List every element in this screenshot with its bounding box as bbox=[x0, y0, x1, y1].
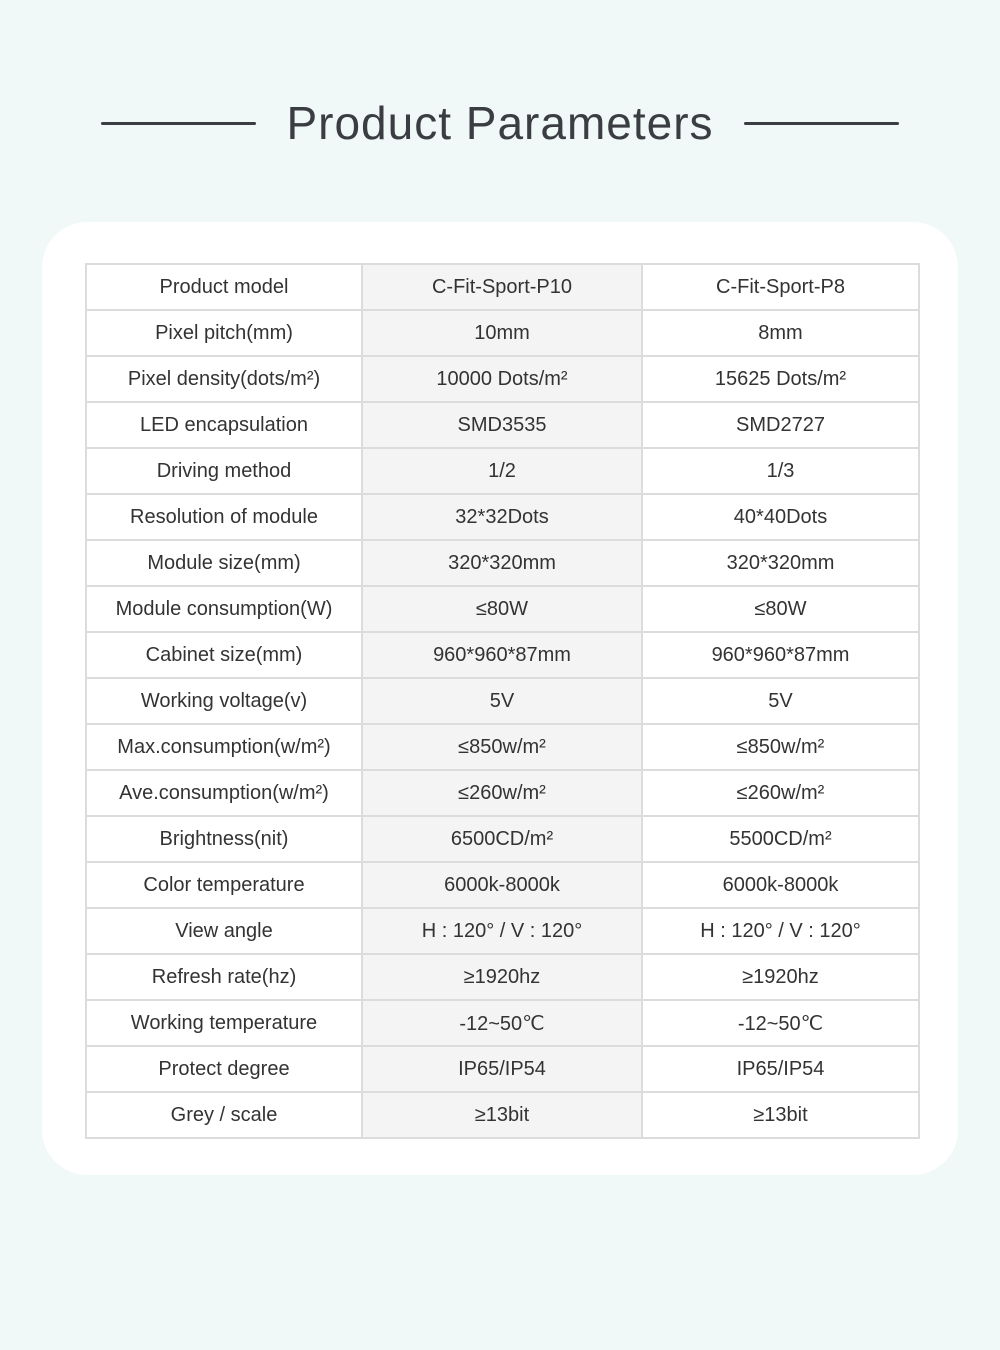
param-value-cell: 5500CD/m² bbox=[642, 816, 919, 862]
param-value-cell: 40*40Dots bbox=[642, 494, 919, 540]
param-value-cell: ≥1920hz bbox=[362, 954, 642, 1000]
param-label-cell: Protect degree bbox=[86, 1046, 362, 1092]
table-row bbox=[86, 862, 919, 908]
param-value-cell: C-Fit-Sport-P10 bbox=[362, 264, 642, 310]
param-value-cell: 15625 Dots/m² bbox=[642, 356, 919, 402]
table-row bbox=[86, 954, 919, 1000]
param-value-cell: 5V bbox=[362, 678, 642, 724]
param-value-cell: -12~50℃ bbox=[362, 1000, 642, 1046]
param-value-cell: -12~50℃ bbox=[642, 1000, 919, 1046]
page-header bbox=[0, 96, 1000, 150]
param-label-cell: Max.consumption(w/m²) bbox=[86, 724, 362, 770]
param-value-cell: 5V bbox=[642, 678, 919, 724]
param-value-cell: ≤80W bbox=[642, 586, 919, 632]
param-value-cell: ≤260w/m² bbox=[642, 770, 919, 816]
param-label-cell: Driving method bbox=[86, 448, 362, 494]
table-row bbox=[86, 264, 919, 310]
table-row bbox=[86, 586, 919, 632]
table-row bbox=[86, 1092, 919, 1138]
table-row bbox=[86, 540, 919, 586]
table-row bbox=[86, 678, 919, 724]
param-value-cell: SMD2727 bbox=[642, 402, 919, 448]
title-rule-right bbox=[744, 122, 899, 125]
param-label-cell: Product model bbox=[86, 264, 362, 310]
param-value-cell: H : 120° / V : 120° bbox=[362, 908, 642, 954]
table-row bbox=[86, 1000, 919, 1046]
param-value-cell: 6500CD/m² bbox=[362, 816, 642, 862]
param-value-cell: C-Fit-Sport-P8 bbox=[642, 264, 919, 310]
table-body bbox=[86, 264, 919, 1138]
param-label-cell: View angle bbox=[86, 908, 362, 954]
param-label-cell: Brightness(nit) bbox=[86, 816, 362, 862]
param-value-cell: ≤80W bbox=[362, 586, 642, 632]
param-label-cell: Cabinet size(mm) bbox=[86, 632, 362, 678]
page-title: Product Parameters bbox=[286, 97, 714, 149]
param-value-cell: 320*320mm bbox=[362, 540, 642, 586]
param-value-cell: 10mm bbox=[362, 310, 642, 356]
param-value-cell: 960*960*87mm bbox=[642, 632, 919, 678]
param-label-cell: Pixel pitch(mm) bbox=[86, 310, 362, 356]
param-label-cell: Working temperature bbox=[86, 1000, 362, 1046]
table-row bbox=[86, 494, 919, 540]
table-row bbox=[86, 356, 919, 402]
table-row bbox=[86, 816, 919, 862]
param-value-cell: 6000k-8000k bbox=[362, 862, 642, 908]
param-value-cell: ≤850w/m² bbox=[362, 724, 642, 770]
param-value-cell: IP65/IP54 bbox=[642, 1046, 919, 1092]
param-value-cell: ≤850w/m² bbox=[642, 724, 919, 770]
table-row bbox=[86, 310, 919, 356]
param-value-cell: IP65/IP54 bbox=[362, 1046, 642, 1092]
param-value-cell: 8mm bbox=[642, 310, 919, 356]
title-rule-left bbox=[101, 122, 256, 125]
param-label-cell: Module consumption(W) bbox=[86, 586, 362, 632]
param-value-cell: ≤260w/m² bbox=[362, 770, 642, 816]
param-value-cell: 320*320mm bbox=[642, 540, 919, 586]
param-value-cell: 960*960*87mm bbox=[362, 632, 642, 678]
table-row bbox=[86, 402, 919, 448]
param-label-cell: Pixel density(dots/m²) bbox=[86, 356, 362, 402]
table-row bbox=[86, 632, 919, 678]
param-label-cell: Module size(mm) bbox=[86, 540, 362, 586]
product-parameters-table bbox=[85, 263, 920, 1139]
table-row bbox=[86, 908, 919, 954]
param-value-cell: 10000 Dots/m² bbox=[362, 356, 642, 402]
table-row bbox=[86, 1046, 919, 1092]
param-label-cell: Ave.consumption(w/m²) bbox=[86, 770, 362, 816]
param-value-cell: SMD3535 bbox=[362, 402, 642, 448]
table-row bbox=[86, 448, 919, 494]
param-label-cell: Resolution of module bbox=[86, 494, 362, 540]
param-value-cell: 6000k-8000k bbox=[642, 862, 919, 908]
table-row bbox=[86, 724, 919, 770]
table-row bbox=[86, 770, 919, 816]
parameters-card bbox=[42, 222, 958, 1175]
param-value-cell: ≥13bit bbox=[642, 1092, 919, 1138]
param-value-cell: ≥1920hz bbox=[642, 954, 919, 1000]
param-value-cell: 1/2 bbox=[362, 448, 642, 494]
param-label-cell: Grey / scale bbox=[86, 1092, 362, 1138]
param-label-cell: LED encapsulation bbox=[86, 402, 362, 448]
param-label-cell: Color temperature bbox=[86, 862, 362, 908]
param-value-cell: ≥13bit bbox=[362, 1092, 642, 1138]
param-label-cell: Refresh rate(hz) bbox=[86, 954, 362, 1000]
param-value-cell: 1/3 bbox=[642, 448, 919, 494]
param-value-cell: 32*32Dots bbox=[362, 494, 642, 540]
param-value-cell: H : 120° / V : 120° bbox=[642, 908, 919, 954]
param-label-cell: Working voltage(v) bbox=[86, 678, 362, 724]
